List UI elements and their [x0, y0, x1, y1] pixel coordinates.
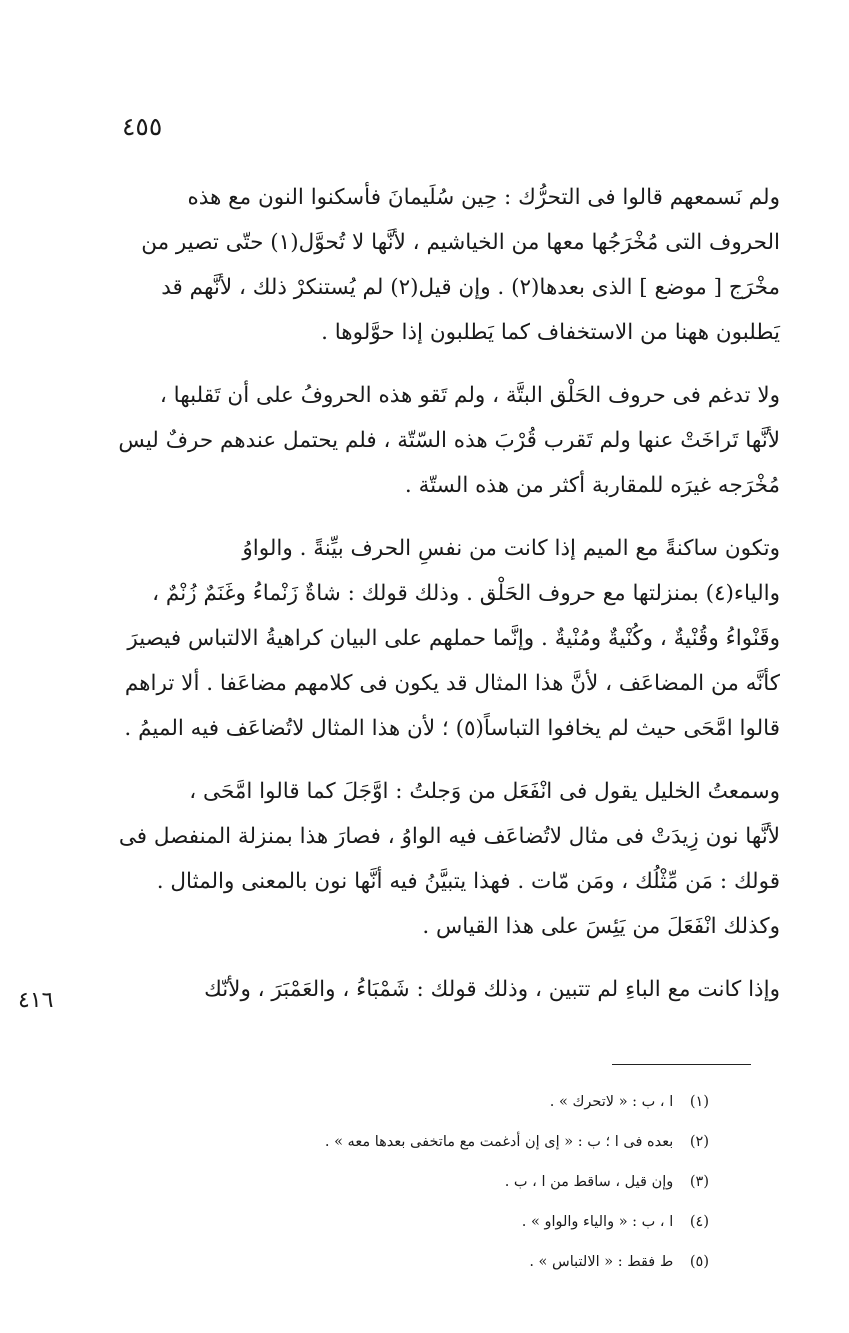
text-line: مُخْرَجه غيرَه للمقاربة أكثر من هذه الستّة . [404, 473, 780, 498]
footnote-number: (١) [689, 1094, 709, 1110]
page-number: ٤٥٥ [122, 112, 163, 141]
text-line: وكذلك انْفَعَلَ من يَئِسَ على هذا القياس . [422, 914, 780, 939]
text-line: لأنَّها تَراخَتْ عنها ولم تَقرب قُرْبَ هذه السّتّة ، فلم يحتمل عندهم حرفٌ ليس [118, 428, 780, 453]
footnote [149, 1082, 709, 1122]
text-line: قالوا امَّحَى حيث لم يخافوا التباساً(٥) ؛ لأن هذا المثال لاتُضاعَف فيه الميمُ . [124, 716, 780, 741]
text-line: ولا تدغم فى حروف الحَلْق البتَّة ، ولم تَقو هذه الحروفُ على أن تَقلبها ، [159, 383, 780, 408]
text-line: وسمعتُ الخليل يقول فى انْفَعَل من وَجلتُ : اوَّجَلَ كما قالوا امَّحَى ، [189, 779, 780, 804]
footnote [149, 1162, 709, 1202]
footnote-text: بعده فى ا ؛ ب : « إى إن أدغمت مع ماتخفى بعدها معه » . [324, 1134, 674, 1150]
footnote [149, 1202, 709, 1242]
footnote-text: ا ، ب : « والياء والواو » . [521, 1214, 674, 1230]
paragraph-4 [97, 769, 810, 949]
text-line: والياء(٤) بمنزلتها مع حروف الحَلْق . وذلك قولك : شاةٌ زَنْماءُ وغَنَمٌ زُنْمٌ ، [152, 581, 780, 606]
footnote-text: وإن قيل ، ساقط من ا ، ب . [504, 1174, 674, 1190]
footnote-divider [612, 1064, 751, 1065]
text-line: كأنَّه من المضاعَف ، لأنَّ هذا المثال قد يكون فى كلامهم مضاعَفا . ألا تراهم [124, 671, 780, 696]
footnote-number: (٢) [689, 1134, 709, 1150]
body-text [97, 175, 810, 1030]
footnote-number: (٤) [689, 1214, 709, 1230]
text-line: لأنَّها نون زِيدَتْ فى مثال لاتُضاعَف فيه الواوُ ، فصارَ هذا بمنزلة المنفصل فى [118, 824, 780, 849]
paragraph-3 [97, 526, 810, 751]
text-line: ولم نَسمعهم قالوا فى التحرُّك : حِين سُلَيمانَ فأسكنوا النون مع هذه [187, 185, 780, 210]
text-line: مخْرَج [ موضع ] الذى بعدها(٢) . وإن قيل(٢) لم يُستنكرْ ذلك ، لأنَّهم قد [161, 275, 780, 300]
footnotes [149, 1082, 709, 1282]
footnote-number: (٣) [689, 1174, 709, 1190]
text-line: وإذا كانت مع الباءِ لم تتبين ، وذلك قولك : شَمْبَاءُ ، والعَمْبَرَ ، ولأنّك [204, 977, 780, 1002]
footnote [149, 1122, 709, 1162]
paragraph-5 [97, 967, 810, 1012]
text-line: وتكون ساكنةً مع الميم إذا كانت من نفسِ الحرف بيِّنةً . والواوُ [242, 536, 780, 561]
footnote-text: ا ، ب : « لاتحرك » . [549, 1094, 674, 1110]
paragraph-2 [97, 373, 810, 508]
margin-page-reference: ٤١٦ [18, 988, 54, 1013]
footnote-number: (٥) [689, 1254, 709, 1270]
text-line: الحروف التى مُخْرَجُها معها من الخياشيم ، لأنَّها لا تُحوَّل(١) حتّى تصير من [141, 230, 780, 255]
paragraph-1 [97, 175, 810, 355]
footnote-text: ط فقط : « الالتباس » . [529, 1254, 674, 1270]
footnote [149, 1242, 709, 1282]
text-line: قولك : مَن مِّثْلُك ، ومَن مّات . فهذا يتبيَّنُ فيه أنَّها نون بالمعنى والمثال . [156, 869, 780, 894]
text-line: وقَنْواءُ وقُنْيةٌ ، وكُنْيةٌ ومُنْيةٌ . وإنَّما حملهم على البيان كراهيةُ الالتباس فيصيرَ [127, 626, 780, 651]
text-line: يَطلبون ههنا من الاستخفاف كما يَطلبون إذا حوَّلوها . [321, 320, 780, 345]
